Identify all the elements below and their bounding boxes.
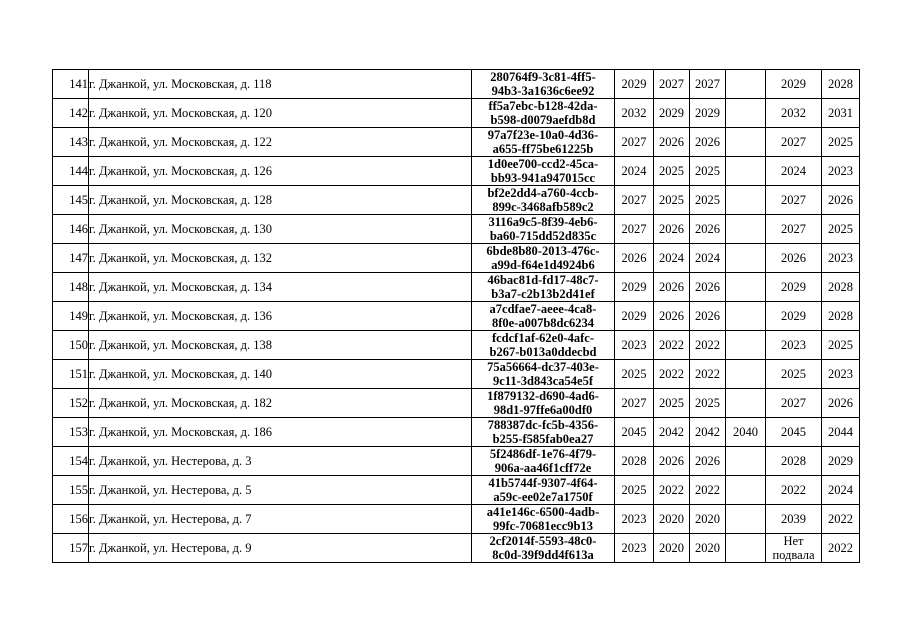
year-cell-5-line: 2027 [781, 396, 806, 410]
year-cell-5-line: 2039 [781, 512, 806, 526]
year-cell-6: 2023 [822, 360, 860, 389]
year-cell-2: 2027 [654, 70, 690, 99]
year-cell-2: 2024 [654, 244, 690, 273]
year-cell-5 [766, 157, 822, 186]
year-cell-5 [766, 99, 822, 128]
year-cell-2: 2026 [654, 128, 690, 157]
year-cell-5-line: 2027 [781, 193, 806, 207]
year-cell-4 [726, 273, 766, 302]
year-cell-5-line: 2032 [781, 106, 806, 120]
year-cell-5 [766, 244, 822, 273]
address-cell: г. Джанкой, ул. Московская, д. 140 [89, 360, 472, 389]
year-cell-6: 2026 [822, 186, 860, 215]
guid-cell [472, 389, 615, 418]
year-cell-2: 2042 [654, 418, 690, 447]
year-cell-2: 2022 [654, 331, 690, 360]
year-cell-2: 2026 [654, 215, 690, 244]
year-cell-5-line: 2029 [781, 280, 806, 294]
address-cell: г. Джанкой, ул. Нестерова, д. 9 [89, 534, 472, 563]
year-cell-4 [726, 360, 766, 389]
year-cell-1: 2025 [615, 476, 654, 505]
guid-cell [472, 302, 615, 331]
year-cell-3: 2026 [690, 128, 726, 157]
year-cell-2: 2025 [654, 389, 690, 418]
guid-line: 8c0d-39f9dd4f613a [492, 548, 594, 562]
year-cell-4 [726, 215, 766, 244]
year-cell-5 [766, 389, 822, 418]
guid-line: b255-f585fab0ea27 [492, 432, 594, 446]
year-cell-2: 2026 [654, 273, 690, 302]
year-cell-6: 2023 [822, 157, 860, 186]
year-cell-5-line: подвала [772, 548, 815, 562]
guid-line: 788387dc-fc5b-4356- [487, 418, 599, 432]
guid-line: 8f0e-a007b8dc6234 [491, 316, 595, 330]
year-cell-3: 2024 [690, 244, 726, 273]
year-cell-2: 2026 [654, 447, 690, 476]
guid-line: a41e146c-6500-4adb- [486, 505, 600, 519]
table-row [53, 534, 860, 563]
year-cell-1: 2029 [615, 273, 654, 302]
year-cell-3: 2026 [690, 273, 726, 302]
guid-cell [472, 70, 615, 99]
table-body [53, 70, 860, 563]
year-cell-3: 2029 [690, 99, 726, 128]
table-row [53, 128, 860, 157]
year-cell-5 [766, 186, 822, 215]
year-cell-3: 2020 [690, 534, 726, 563]
guid-line: a59c-ee02e7a1750f [493, 490, 593, 504]
year-cell-2: 2020 [654, 505, 690, 534]
row-number: 152 [53, 389, 89, 418]
row-number: 153 [53, 418, 89, 447]
row-number: 155 [53, 476, 89, 505]
year-cell-3: 2026 [690, 302, 726, 331]
table-row [53, 302, 860, 331]
row-number: 143 [53, 128, 89, 157]
row-number: 145 [53, 186, 89, 215]
row-number: 151 [53, 360, 89, 389]
year-cell-4 [726, 186, 766, 215]
year-cell-6: 2022 [822, 534, 860, 563]
year-cell-6: 2031 [822, 99, 860, 128]
table-row [53, 244, 860, 273]
year-cell-4 [726, 244, 766, 273]
year-cell-3: 2022 [690, 476, 726, 505]
guid-line: 6bde8b80-2013-476c- [486, 244, 600, 258]
year-cell-4 [726, 331, 766, 360]
year-cell-3: 2025 [690, 157, 726, 186]
table-row [53, 157, 860, 186]
year-cell-2: 2029 [654, 99, 690, 128]
year-cell-6: 2028 [822, 273, 860, 302]
guid-line: fcdcf1af-62e0-4afc- [491, 331, 595, 345]
year-cell-5-line: 2025 [781, 367, 806, 381]
year-cell-6: 2025 [822, 215, 860, 244]
year-cell-1: 2024 [615, 157, 654, 186]
year-cell-1: 2028 [615, 447, 654, 476]
year-cell-4 [726, 70, 766, 99]
year-cell-6: 2029 [822, 447, 860, 476]
guid-line: 75a56664-dc37-403e- [487, 360, 599, 374]
year-cell-3: 2042 [690, 418, 726, 447]
guid-line: b267-b013a0ddecbd [489, 345, 597, 359]
guid-cell [472, 331, 615, 360]
guid-line: 99fc-70681ecc9b13 [493, 519, 593, 533]
year-cell-1: 2029 [615, 302, 654, 331]
table-row [53, 360, 860, 389]
guid-line: 1d0ee700-ccd2-45ca- [487, 157, 599, 171]
table-row [53, 186, 860, 215]
year-cell-6: 2022 [822, 505, 860, 534]
guid-line: b598-d0079aefdb8d [490, 113, 596, 127]
year-cell-1: 2027 [615, 186, 654, 215]
year-cell-3: 2027 [690, 70, 726, 99]
year-cell-1: 2027 [615, 389, 654, 418]
year-cell-3: 2026 [690, 215, 726, 244]
year-cell-3: 2025 [690, 389, 726, 418]
row-number: 154 [53, 447, 89, 476]
guid-line: 280764f9-3c81-4ff5- [490, 70, 596, 84]
row-number: 141 [53, 70, 89, 99]
address-cell: г. Джанкой, ул. Московская, д. 186 [89, 418, 472, 447]
table-row [53, 99, 860, 128]
address-cell: г. Джанкой, ул. Московская, д. 120 [89, 99, 472, 128]
row-number: 142 [53, 99, 89, 128]
row-number: 147 [53, 244, 89, 273]
row-number: 149 [53, 302, 89, 331]
guid-line: b3a7-c2b13b2d41ef [491, 287, 595, 301]
table-row [53, 70, 860, 99]
year-cell-2: 2022 [654, 360, 690, 389]
year-cell-5-line: 2027 [781, 135, 806, 149]
year-cell-1: 2026 [615, 244, 654, 273]
row-number: 156 [53, 505, 89, 534]
table-row [53, 331, 860, 360]
year-cell-1: 2029 [615, 70, 654, 99]
guid-cell [472, 534, 615, 563]
year-cell-3: 2022 [690, 360, 726, 389]
guid-line: 3116a9c5-8f39-4eb6- [488, 215, 598, 229]
row-number: 148 [53, 273, 89, 302]
guid-line: ff5a7ebc-b128-42da- [488, 99, 598, 113]
year-cell-5 [766, 418, 822, 447]
year-cell-2: 2020 [654, 534, 690, 563]
year-cell-6: 2026 [822, 389, 860, 418]
row-number: 157 [53, 534, 89, 563]
guid-line: bb93-941a947015cc [490, 171, 596, 185]
guid-line: 1f879132-d690-4ad6- [487, 389, 599, 403]
guid-cell [472, 360, 615, 389]
year-cell-5-line: 2023 [781, 338, 806, 352]
year-cell-5-line: 2045 [781, 425, 806, 439]
address-cell: г. Джанкой, ул. Московская, д. 134 [89, 273, 472, 302]
row-number: 146 [53, 215, 89, 244]
year-cell-5-line: 2027 [781, 222, 806, 236]
year-cell-4 [726, 302, 766, 331]
address-cell: г. Джанкой, ул. Московская, д. 138 [89, 331, 472, 360]
year-cell-5-line: Нет [783, 534, 804, 548]
table-row [53, 476, 860, 505]
year-cell-6: 2024 [822, 476, 860, 505]
address-cell: г. Джанкой, ул. Московская, д. 122 [89, 128, 472, 157]
year-cell-5-line: 2022 [781, 483, 806, 497]
guid-line: 9c11-3d843ca54e5f [493, 374, 593, 388]
guid-line: a7cdfae7-aeee-4ca8- [489, 302, 597, 316]
year-cell-5 [766, 505, 822, 534]
year-cell-4 [726, 476, 766, 505]
guid-cell [472, 447, 615, 476]
year-cell-2: 2025 [654, 186, 690, 215]
year-cell-3: 2022 [690, 331, 726, 360]
row-number: 144 [53, 157, 89, 186]
address-cell: г. Джанкой, ул. Московская, д. 132 [89, 244, 472, 273]
guid-line: 97a7f23e-10a0-4d36- [487, 128, 599, 142]
address-cell: г. Джанкой, ул. Московская, д. 118 [89, 70, 472, 99]
address-cell: г. Джанкой, ул. Московская, д. 182 [89, 389, 472, 418]
table-row [53, 418, 860, 447]
guid-line: 906a-aa46f1cff72e [494, 461, 592, 475]
year-cell-1: 2023 [615, 505, 654, 534]
address-cell: г. Джанкой, ул. Нестерова, д. 5 [89, 476, 472, 505]
year-cell-4 [726, 447, 766, 476]
year-cell-5 [766, 273, 822, 302]
year-cell-5-line: 2028 [781, 454, 806, 468]
year-cell-6: 2025 [822, 128, 860, 157]
year-cell-4 [726, 157, 766, 186]
table-row [53, 447, 860, 476]
guid-line: 899c-3468afb589c2 [492, 200, 594, 214]
year-cell-5 [766, 331, 822, 360]
year-cell-5 [766, 70, 822, 99]
year-cell-3: 2020 [690, 505, 726, 534]
guid-cell [472, 418, 615, 447]
year-cell-4 [726, 99, 766, 128]
year-cell-5 [766, 476, 822, 505]
year-cell-6: 2044 [822, 418, 860, 447]
table-row [53, 273, 860, 302]
year-cell-2: 2025 [654, 157, 690, 186]
address-cell: г. Джанкой, ул. Московская, д. 136 [89, 302, 472, 331]
year-cell-4 [726, 505, 766, 534]
year-cell-6: 2028 [822, 70, 860, 99]
year-cell-5 [766, 534, 822, 563]
year-cell-5 [766, 302, 822, 331]
row-number: 150 [53, 331, 89, 360]
housing-registry-table [52, 69, 860, 563]
year-cell-1: 2027 [615, 215, 654, 244]
year-cell-2: 2022 [654, 476, 690, 505]
guid-line: 98d1-97ffe6a00df0 [493, 403, 593, 417]
year-cell-3: 2026 [690, 447, 726, 476]
address-cell: г. Джанкой, ул. Московская, д. 130 [89, 215, 472, 244]
year-cell-1: 2023 [615, 534, 654, 563]
year-cell-1: 2032 [615, 99, 654, 128]
guid-cell [472, 186, 615, 215]
year-cell-6: 2025 [822, 331, 860, 360]
year-cell-5-line: 2029 [781, 77, 806, 91]
guid-cell [472, 273, 615, 302]
year-cell-3: 2025 [690, 186, 726, 215]
guid-line: 41b5744f-9307-4f64- [488, 476, 598, 490]
year-cell-5 [766, 447, 822, 476]
guid-cell [472, 476, 615, 505]
year-cell-5-line: 2026 [781, 251, 806, 265]
address-cell: г. Джанкой, ул. Нестерова, д. 3 [89, 447, 472, 476]
year-cell-1: 2025 [615, 360, 654, 389]
guid-line: 2cf2014f-5593-48c0- [489, 534, 597, 548]
year-cell-6: 2023 [822, 244, 860, 273]
guid-line: a655-ff75be61225b [492, 142, 594, 156]
table-row [53, 505, 860, 534]
guid-line: ba60-715dd52d835c [489, 229, 597, 243]
year-cell-4 [726, 128, 766, 157]
year-cell-2: 2026 [654, 302, 690, 331]
year-cell-1: 2045 [615, 418, 654, 447]
year-cell-5-line: 2029 [781, 309, 806, 323]
guid-cell [472, 128, 615, 157]
year-cell-4 [726, 389, 766, 418]
year-cell-5 [766, 128, 822, 157]
year-cell-5 [766, 215, 822, 244]
year-cell-5 [766, 360, 822, 389]
address-cell: г. Джанкой, ул. Московская, д. 126 [89, 157, 472, 186]
year-cell-1: 2027 [615, 128, 654, 157]
year-cell-1: 2023 [615, 331, 654, 360]
table-row [53, 215, 860, 244]
guid-line: bf2e2dd4-a760-4ccb- [487, 186, 599, 200]
guid-cell [472, 99, 615, 128]
table-row [53, 389, 860, 418]
guid-cell [472, 157, 615, 186]
year-cell-4: 2040 [726, 418, 766, 447]
address-cell: г. Джанкой, ул. Московская, д. 128 [89, 186, 472, 215]
year-cell-5-line: 2024 [781, 164, 806, 178]
guid-line: 94b3-3a1636c6ee92 [491, 84, 595, 98]
guid-line: a99d-f64e1d4924b6 [491, 258, 595, 272]
guid-line: 5f2486df-1e76-4f79- [489, 447, 597, 461]
guid-cell [472, 505, 615, 534]
year-cell-4 [726, 534, 766, 563]
guid-cell [472, 244, 615, 273]
guid-line: 46bac81d-fd17-48c7- [487, 273, 599, 287]
guid-cell [472, 215, 615, 244]
year-cell-6: 2028 [822, 302, 860, 331]
address-cell: г. Джанкой, ул. Нестерова, д. 7 [89, 505, 472, 534]
